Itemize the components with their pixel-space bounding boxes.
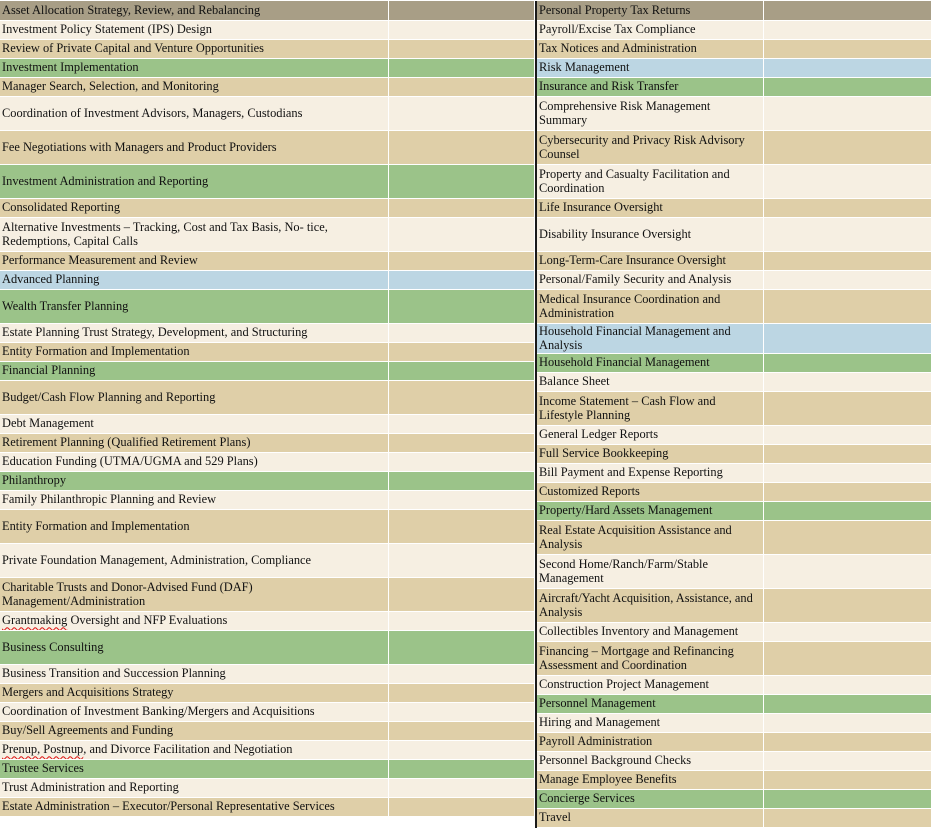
service-label-cell: Aircraft/Yacht Acquisition, Assistance, and Analysis [536,588,763,622]
table-row [536,217,931,251]
table-row [0,577,534,611]
table-row [0,721,534,740]
empty-cell [763,554,931,588]
empty-cell [388,342,534,361]
table-row [536,482,931,501]
empty-cell [388,611,534,630]
table-row [536,588,931,622]
empty-cell [763,789,931,808]
service-label-cell: Philanthropy [0,471,388,490]
service-label-cell: Personal Property Tax Returns [536,1,763,20]
service-label-cell: Property and Casualty Facilitation and Coordination [536,164,763,198]
service-label-cell: Fee Negotiations with Managers and Product Providers [0,130,388,164]
service-label-cell: Prenup, Postnup, and Divorce Facilitation and Negotiation [0,740,388,759]
empty-cell [388,490,534,509]
table-row [0,490,534,509]
service-label-cell: Personnel Background Checks [536,751,763,770]
empty-cell [388,759,534,778]
table-row [536,270,931,289]
empty-cell [388,577,534,611]
empty-cell [763,1,931,20]
table-row [536,289,931,323]
service-label-cell: Property/Hard Assets Management [536,501,763,520]
service-label-cell: Payroll Administration [536,732,763,751]
empty-cell [388,664,534,683]
table-row [0,323,534,342]
empty-cell [388,130,534,164]
service-label-cell: Buy/Sell Agreements and Funding [0,721,388,740]
empty-cell [763,641,931,675]
right-table-body [536,1,931,827]
service-label-cell: Estate Planning Trust Strategy, Development, and Structuring [0,323,388,342]
section-header-row [0,270,534,289]
empty-cell [388,509,534,543]
empty-cell [388,39,534,58]
empty-cell [763,425,931,444]
empty-cell [763,164,931,198]
service-label-cell: Education Funding (UTMA/UGMA and 529 Plans) [0,452,388,471]
service-label-cell: Debt Management [0,414,388,433]
service-label-cell: Household Financial Management [536,353,763,372]
table-row [0,778,534,797]
empty-cell [763,770,931,789]
service-label-cell: Second Home/Ranch/Farm/Stable Management [536,554,763,588]
table-row [536,130,931,164]
service-label-cell: Real Estate Acquisition Assistance and Analysis [536,520,763,554]
empty-cell [763,391,931,425]
empty-cell [388,198,534,217]
service-label-cell: Coordination of Investment Advisors, Managers, Custodians [0,96,388,130]
service-label-cell: Budget/Cash Flow Planning and Reporting [0,380,388,414]
section-header-row [536,58,931,77]
table-row [536,675,931,694]
empty-cell [388,740,534,759]
subheader-row [536,353,931,372]
empty-cell [763,289,931,323]
table-row [0,217,534,251]
empty-cell [388,20,534,39]
table-row [0,740,534,759]
subheader-row [536,77,931,96]
service-label-cell: Trustee Services [0,759,388,778]
table-row [536,372,931,391]
empty-cell [388,414,534,433]
table-row [536,96,931,130]
empty-cell [763,463,931,482]
group-row [0,1,534,20]
spelling-flag: Grantmaking [2,613,68,628]
empty-cell [763,713,931,732]
service-label-cell: Coordination of Investment Banking/Mergers and Acquisitions [0,702,388,721]
table-row [0,342,534,361]
empty-cell [388,217,534,251]
service-label-cell: Manage Employee Benefits [536,770,763,789]
service-label-cell: Family Philanthropic Planning and Review [0,490,388,509]
table-row [536,20,931,39]
empty-cell [388,58,534,77]
empty-cell [388,77,534,96]
empty-cell [388,1,534,20]
empty-cell [763,520,931,554]
service-label-cell: Charitable Trusts and Donor-Advised Fund (DAF) Management/Administration [0,577,388,611]
table-row [536,39,931,58]
empty-cell [763,353,931,372]
table-row [536,520,931,554]
table-row [0,96,534,130]
service-label-cell: Income Statement – Cash Flow and Lifestyle Planning [536,391,763,425]
empty-cell [763,217,931,251]
subheader-row [0,58,534,77]
subheader-row [0,164,534,198]
table-row [536,164,931,198]
empty-cell [388,630,534,664]
empty-cell [388,251,534,270]
service-label-cell: Comprehensive Risk Management Summary [536,96,763,130]
table-row [536,554,931,588]
empty-cell [388,433,534,452]
empty-cell [763,501,931,520]
service-label-cell: Entity Formation and Implementation [0,342,388,361]
service-label-cell: Disability Insurance Oversight [536,217,763,251]
empty-cell [763,482,931,501]
service-label-cell: Concierge Services [536,789,763,808]
empty-cell [388,543,534,577]
table-row [536,751,931,770]
empty-cell [388,361,534,380]
empty-cell [763,96,931,130]
table-row [0,130,534,164]
service-label-cell: Insurance and Risk Transfer [536,77,763,96]
empty-cell [388,96,534,130]
subheader-row [536,694,931,713]
left-table-body [0,1,534,816]
table-row [536,732,931,751]
empty-cell [388,270,534,289]
empty-cell [763,323,931,353]
table-row [536,463,931,482]
section-header-row [536,323,931,353]
empty-cell [763,39,931,58]
service-label-cell: Long-Term-Care Insurance Oversight [536,251,763,270]
empty-cell [763,372,931,391]
service-label-cell: Customized Reports [536,482,763,501]
subheader-row [0,361,534,380]
service-label-cell: Wealth Transfer Planning [0,289,388,323]
service-label-cell: Collectibles Inventory and Management [536,622,763,641]
empty-cell [763,20,931,39]
empty-cell [763,622,931,641]
subheader-row [0,471,534,490]
service-label-cell: Financial Planning [0,361,388,380]
empty-cell [763,251,931,270]
subheader-row [536,789,931,808]
table-row [0,39,534,58]
table-row [536,622,931,641]
empty-cell [388,721,534,740]
service-label-cell: Grantmaking Oversight and NFP Evaluations [0,611,388,630]
left-service-table [0,1,534,817]
table-row [0,20,534,39]
service-label-cell: Business Transition and Succession Planning [0,664,388,683]
service-label-cell: Payroll/Excise Tax Compliance [536,20,763,39]
table-row [0,543,534,577]
table-row [536,641,931,675]
empty-cell [763,77,931,96]
group-row [536,1,931,20]
table-row [0,452,534,471]
empty-cell [763,198,931,217]
service-label-cell: Mergers and Acquisitions Strategy [0,683,388,702]
service-label-cell: Personnel Management [536,694,763,713]
service-label-cell: Alternative Investments – Tracking, Cost and Tax Basis, No- tice, Redemptions, Capital Calls [0,217,388,251]
empty-cell [763,694,931,713]
empty-cell [388,683,534,702]
table-row [0,797,534,816]
table-row [536,425,931,444]
table-row [536,713,931,732]
service-label-cell: Travel [536,808,763,827]
service-label-cell: Review of Private Capital and Venture Opportunities [0,39,388,58]
service-label-cell: General Ledger Reports [536,425,763,444]
service-label-cell: Consolidated Reporting [0,198,388,217]
table-row [0,664,534,683]
service-label-cell: Financing – Mortgage and Refinancing Assessment and Coordination [536,641,763,675]
empty-cell [763,751,931,770]
empty-cell [388,323,534,342]
service-label-cell: Trust Administration and Reporting [0,778,388,797]
service-label-cell: Balance Sheet [536,372,763,391]
service-label-cell: Bill Payment and Expense Reporting [536,463,763,482]
empty-cell [388,471,534,490]
empty-cell [763,130,931,164]
service-label-cell: Medical Insurance Coordination and Administration [536,289,763,323]
table-row [536,198,931,217]
subheader-row [536,501,931,520]
service-label-cell: Personal/Family Security and Analysis [536,270,763,289]
table-row [536,808,931,827]
service-label-cell: Retirement Planning (Qualified Retirement Plans) [0,433,388,452]
service-label-cell: Construction Project Management [536,675,763,694]
table-row [0,77,534,96]
service-label-cell: Business Consulting [0,630,388,664]
spelling-flag: Prenup, Postnup [2,742,84,757]
empty-cell [763,270,931,289]
empty-cell [763,588,931,622]
service-label-cell: Hiring and Management [536,713,763,732]
table-row [0,433,534,452]
service-label-cell: Investment Implementation [0,58,388,77]
service-label-cell: Entity Formation and Implementation [0,509,388,543]
service-label-cell: Cybersecurity and Privacy Risk Advisory Counsel [536,130,763,164]
service-label-cell: Full Service Bookkeeping [536,444,763,463]
empty-cell [763,675,931,694]
table-row [0,198,534,217]
empty-cell [388,452,534,471]
table-row [0,414,534,433]
service-label-cell: Manager Search, Selection, and Monitoring [0,77,388,96]
table-row [0,509,534,543]
empty-cell [388,797,534,816]
service-label-cell: Advanced Planning [0,270,388,289]
empty-cell [388,289,534,323]
table-row [0,611,534,630]
service-label-cell: Household Financial Management and Analysis [536,323,763,353]
subheader-row [0,630,534,664]
service-label-cell: Life Insurance Oversight [536,198,763,217]
table-row [0,380,534,414]
table-row [536,770,931,789]
service-label-cell: Asset Allocation Strategy, Review, and Rebalancing [0,1,388,20]
empty-cell [388,380,534,414]
empty-cell [388,778,534,797]
service-label-cell: Estate Administration – Executor/Personal Representative Services [0,797,388,816]
empty-cell [763,808,931,827]
empty-cell [763,58,931,77]
subheader-row [0,289,534,323]
table-row [536,444,931,463]
service-label-cell: Private Foundation Management, Administration, Compliance [0,543,388,577]
empty-cell [388,164,534,198]
table-row [536,391,931,425]
table-row [0,251,534,270]
service-label-cell: Investment Administration and Reporting [0,164,388,198]
empty-cell [763,732,931,751]
table-row [0,683,534,702]
right-service-table [535,1,931,828]
subheader-row [0,759,534,778]
service-label-cell: Risk Management [536,58,763,77]
table-row [536,251,931,270]
empty-cell [763,444,931,463]
empty-cell [388,702,534,721]
service-label-cell: Investment Policy Statement (IPS) Design [0,20,388,39]
service-label-cell: Performance Measurement and Review [0,251,388,270]
table-row [0,702,534,721]
service-label-cell: Tax Notices and Administration [536,39,763,58]
